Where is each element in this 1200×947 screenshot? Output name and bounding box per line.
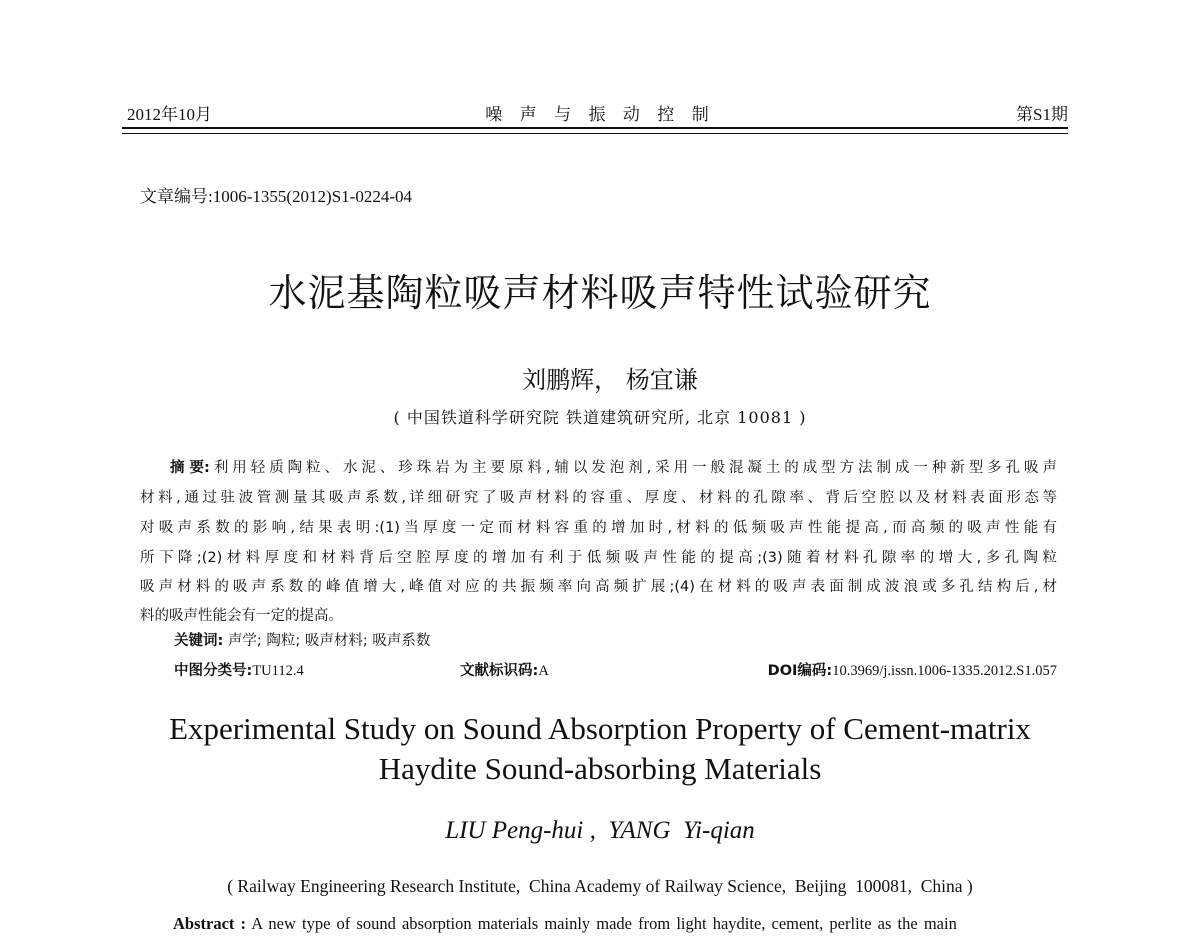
abstract-cn-line: 吸声材料的吸声系数的峰值增大,峰值对应的共振频率向高频扩展;(4)在材料的吸声表面制成波浪或多孔结构后,材: [140, 579, 1057, 595]
header-issue: 第S1期: [1016, 105, 1068, 124]
document-code-value: A: [538, 663, 549, 679]
header-rule-top: [122, 127, 1068, 129]
article-number: 文章编号:1006-1355(2012)S1-0224-04: [140, 187, 412, 206]
abstract-en-text: A new type of sound absorption materials mainly made from light haydite, cement, perlite as the main: [251, 914, 957, 933]
title-en-line: Experimental Study on Sound Absorption Property of Cement-matrix: [169, 711, 1031, 746]
abstract-cn-line: 料的吸声性能会有一定的提高。: [140, 608, 343, 624]
header-date: 2012年10月: [127, 105, 212, 124]
abstract-cn-line: 材料,通过驻波管测量其吸声系数,详细研究了吸声材料的容重、厚度、材料的孔隙率、背后空腔以及材料表面形态等: [140, 490, 1057, 506]
keywords-label: 关键词:: [174, 633, 224, 649]
title-cn: 水泥基陶粒吸声材料吸声特性试验研究: [268, 271, 932, 315]
abstract-cn-label: 摘 要:: [170, 460, 210, 476]
doi: [768, 659, 1057, 680]
document-code: [460, 659, 549, 680]
abstract-cn-line: 利用轻质陶粒、水泥、珍珠岩为主要原料,辅以发泡剂,采用一般混凝土的成型方法制成一种新型多孔吸声: [213, 460, 1057, 476]
classification-value: TU112.4: [252, 663, 304, 679]
header-journal: 噪 声 与 振 动 控 制: [485, 105, 715, 125]
abstract-cn-line: 对吸声系数的影响,结果表明:(1)当厚度一定而材料容重的增加时,材料的低频吸声性能提高,而高频的吸声性能有: [140, 520, 1057, 536]
doi-label: DOI编码:: [767, 663, 833, 679]
header-rule-bottom: [122, 133, 1068, 134]
classification: [174, 659, 304, 680]
abstract-en: [173, 914, 957, 934]
keywords: [174, 629, 430, 650]
affiliation-cn: ( 中国铁道科学研究院 铁道建筑研究所, 北京 10081 ): [393, 408, 807, 427]
affiliation-en: ( Railway Engineering Research Institute, China Academy of Railway Science, Beijing 100081, China ): [227, 876, 973, 896]
document-code-label: 文献标识码:: [460, 663, 539, 679]
abstract-cn-line: 所下降;(2)材料厚度和材料背后空腔厚度的增加有利于低频吸声性能的提高;(3)随着材料孔隙率的增大,多孔陶粒: [140, 550, 1057, 566]
keywords-value: 声学; 陶粒; 吸声材料; 吸声系数: [227, 633, 431, 649]
authors-en: LIU Peng-hui , YANG Yi-qian: [445, 817, 755, 844]
title-en-line: Haydite Sound-absorbing Materials: [378, 751, 822, 786]
doi-value: 10.3969/j.issn.1006-1335.2012.S1.057: [832, 663, 1057, 679]
abstract-en-label: Abstract :: [173, 914, 247, 933]
authors-cn: 刘鹏辉， 杨宜谦: [522, 366, 698, 394]
classification-label: 中图分类号:: [174, 663, 253, 679]
